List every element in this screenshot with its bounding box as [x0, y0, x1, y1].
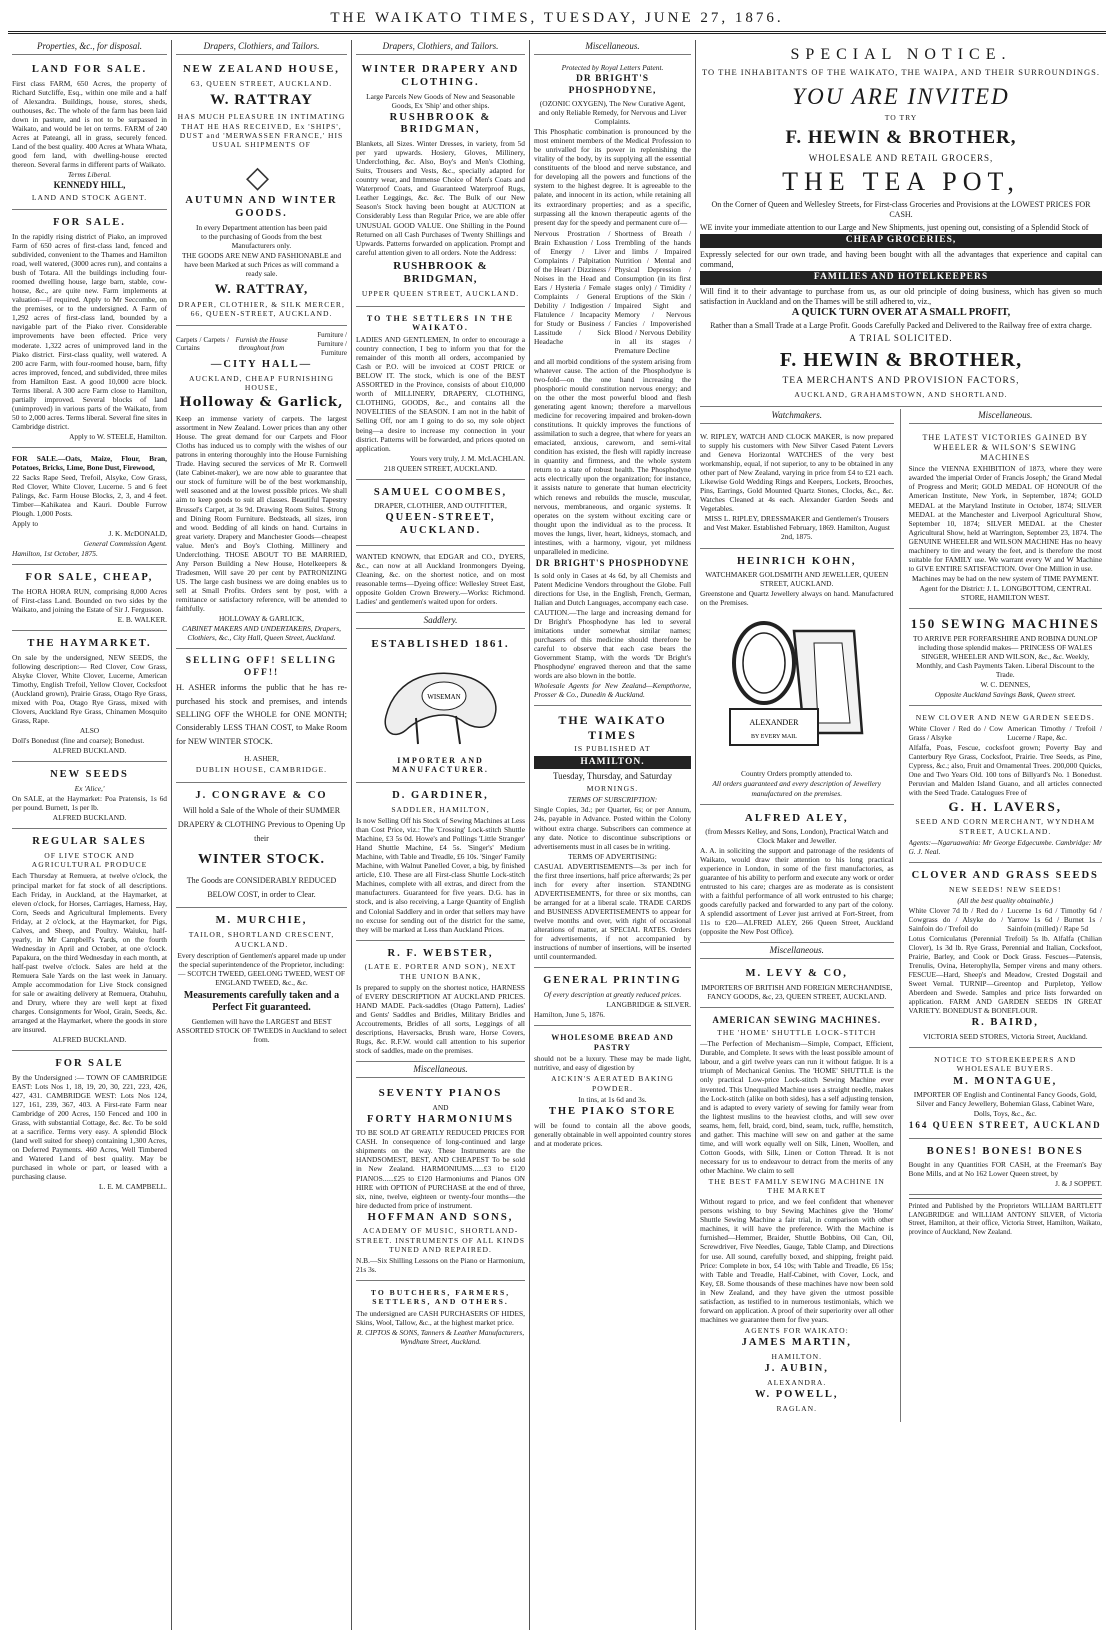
ad-body: Of every description at greatly reduced prices.	[543, 989, 682, 999]
ad-levy	[700, 963, 894, 1008]
ad-body: will be found to contain all the above goods, generally obtainable in well appointed country stores and at moderate prices.	[534, 1120, 691, 1148]
ad-firm: HOFFMAN AND SONS,	[367, 1211, 514, 1223]
svg-text:WISEMAN: WISEMAN	[426, 692, 461, 701]
ad-firm: Holloway & Garlick,	[179, 395, 344, 411]
ad-trial: A TRIAL SOLICITED.	[849, 332, 953, 343]
section-heading: Drapers, Clothiers, and Tailors.	[356, 41, 525, 55]
ad-and: AND	[432, 1102, 449, 1112]
ad-heading: DR BRIGHT'S PHOSPHODYNE	[535, 557, 690, 568]
ad-signature-sub: Opposite Auckland Savings Bank, Queen street.	[934, 689, 1076, 699]
ad-heading: FOR SALE	[55, 1058, 124, 1070]
ad-protected: Protected by Royal Letters Patent.	[561, 62, 664, 72]
ad-150-sewing	[909, 611, 1103, 706]
ad-subheading: SEED AND CORN MERCHANT, WYNDHAM STREET, AUCKLAND.	[915, 817, 1096, 836]
ad-phosphodyne	[534, 59, 691, 706]
ad-terms-heading: TERMS OF ADVERTISING:	[568, 851, 657, 861]
ad-subheading: THE BEST FAMILY SEWING MACHINE IN THE MARKET	[708, 1176, 885, 1196]
ad-body: By the Undersigned :— TOWN OF CAMBRIDGE EAST: Lots Nos 1, 18, 19, 20, 30, 221, 223, 426, 427, 431. CAMBRIDGE WEST: Lots Nos 124, 127, 161, 239, 367, 403. A First-rate Farm near Cambridge of 200 Acres, 150 Fenced and 100 in Grass, with substantial Cottage, &c. &c. To be sold at a sacrifice. Terms very easy. A splendid Block (land well suited for sheep) containing 1,300 Acres, on Deferred Payments. 460 Acres, Well Timbered and Watered Land of best quality. May be purchased in whole or part, or leased with a purchasing clause.	[12, 1072, 167, 1182]
ad-regular-sales	[12, 831, 167, 1051]
ad-land-for-sale	[12, 59, 167, 210]
ad-body: TO BE SOLD AT GREATLY REDUCED PRICES FOR CASH. In consequence of long-continued and large shipments on the way. These Instruments are the HANDSOMEST, BEST, AND CHEAPEST To be sold in New Zealand. HARMONIUMS......£3 to £120 PIANOS......£25 to £120 Harmoniums and Pianos ON HIRE with OPTION of PURCHASE at the end of three, six, nine, twelve, eighteen or twenty-four months—the hire deducted from price of instrument.	[356, 1128, 525, 1210]
ad-signature: ALFRED BUCKLAND.	[52, 813, 127, 823]
ad-body: DRAPER, CLOTHIER, AND OUTFITTER,	[374, 501, 507, 511]
ad-rushbrook	[356, 59, 525, 307]
ad-body: Without regard to price, and we feel confident that whenever persons wishing to buy Sewing Machines give the 'Home' Shuttle Sewing Machine a fair trial, in comparison with other machines, it will have the preference. With the Machine is furnished—Hemmer, Braider, Shuttle Bobbins, Oil Can, Oil, Screwdriver, Five Needles, Gauge, Table Clamp, and Directions for use. All sound, carefully boxed, and shipping, freight paid. Price: Complete in box, £4 10s; with Table and Treadle, £6 15s; with Table and Treadle, Half-Cabinet, with Cover, Lock, and Key, £8. Some thousands of these machines have now been sold in New Zealand, and they have given the utmost possible satisfaction, as testified to in numerous testimonials, which we forward on application. A proof of their superiority over all other machines we guarantee them for five years.	[700, 1197, 894, 1324]
ad-caution: CAUTION.—The large and increasing demand for Dr Bright's Phosphodyne has led to several imitations under somewhat similar names; purchasers of this medicine should therefore be careful to observe that each case bears the Government Stamp, with the words 'Dr Bright's Phosphodyne' engraved thereon and that the same words are also blown in the bottle.	[534, 607, 691, 681]
ad-body: Rather than a Small Trade at a Large Profit. Goods Carefully Packed and Delivered to the Railway free of extra charge.	[710, 321, 1092, 331]
ad-signature: MISS L. RIPLEY, DRESSMAKER and Gentlemen's Trousers and Vest Maker. Established February, 1869. Hamilton, August 2nd, 1875.	[703, 514, 890, 542]
ad-signature: RUSHBROOK & BRIDGMAN,	[393, 259, 488, 286]
ad-body: This Phosphatic combination is pronounced by the most eminent members of the Medical Profession to be unrivalled for its power in replenishing the vitality of the body, by its supplying all the essential constituents of the blood and nerve substance, and for developing all the powers and functions of the system to the highest degree. It is agreeable to the palate, and innocent in its action, while retaining all its extraordinary properties; and as a specific, surpassing all the known therapeutic agents of the present day for the speedy and permanent cure of—	[534, 127, 691, 227]
ad-subheading: NEW SEEDS! NEW SEEDS!	[949, 884, 1062, 894]
ad-body: WE invite your immediate attention to our Large and New Shipments, just opening out, consisting of a Splendid Stock of	[700, 222, 1089, 232]
ad-firm: R. BAIRD,	[971, 1017, 1039, 1029]
ad-note: N.B.—Six Shilling Lessons on the Piano or Harmonium, 21s 3s.	[356, 1256, 525, 1275]
section-heading: Watchmakers.	[700, 410, 894, 424]
ad-body: IMPORTERS OF BRITISH AND FOREIGN MERCHANDISE, FANCY GOODS, &c, 23, QUEEN STREET, AUCKLAND.	[701, 983, 893, 1002]
column-2	[172, 40, 352, 1630]
ad-wanted-known	[356, 548, 525, 613]
ad-body: THE GOODS ARE NEW AND FASHIONABLE and have been Marked at such Prices as will command a ready sale.	[181, 251, 342, 279]
ad-agent: Agent for the District: J. L. LONGBOTTOM, CENTRAL STORE, HAMILTON WEST.	[919, 583, 1091, 602]
ad-signature-sub: General Commission Agent.	[83, 539, 167, 549]
ad-signature-sub: UPPER QUEEN STREET, AUCKLAND.	[361, 289, 520, 299]
ad-body: First class FARM, 650 Acres, the property of Richard Sutcliffe, Esq., within one mile and a half of Alexandra. Buildings, house, stores, sheds, outhouses, &c. The whole of the farm has been laid down in pasture, and is not to be surpassed in Waikato, and would be let on terms. FARM of 240 Acres at Pateangi, all in grass, securely fenced. Land of the best quality. 400 Acres at Whata Whata, good fern land, with dwelling-house erected thereon. Several farms in different parts of Waikato.	[12, 78, 167, 170]
ad-for-sale-piako	[12, 212, 167, 448]
ailments-list-left: Nervous Prostration / Brain Exhaustion / Loss of Energy / Liver Complaints / Palpitation of the Heart / Dizziness / Noises in the Head and Ears / Hysteria / Female Complaints / General Debility / Indigestion / Flatulence / Incapacity for Study or Business / Lassitude / Sick Headache	[534, 228, 611, 346]
ad-firm: F. HEWIN & BROTHER,	[785, 127, 1017, 149]
ad-signature: E. B. WALKER.	[117, 615, 167, 625]
ad-heading: THE WAIKATO TIMES	[558, 713, 667, 742]
svg-text:ALEXANDER: ALEXANDER	[749, 718, 799, 728]
ad-heading: FOR SALE, CHEAP,	[25, 572, 154, 584]
ad-for-sale-cambridge	[12, 1053, 167, 1197]
ad-subheading: OF LIVE STOCK AND AGRICULTURAL PRODUCE	[31, 850, 148, 870]
ad-firm: M. MONTAGUE,	[953, 1075, 1058, 1087]
ad-body: Each Thursday at Remuera, at twelve o'clock, the principal market for fat stock of all descriptions. Each Friday, in Auckland, at the Haymarket, at eleven o'clock, for Horses, Carriages, Harness, Hay, Corn, Seeds and Agricultural Implements. Every Friday, at 2 o'clock, at the Haymarket, for Pigs, Calves, and Sheep, and Poultry. Waiuku, half-yearly, in Mr Campbell's Yards, on the fourth Wednesday in April and October, at one o'clock. Papakura, on the third Wednesday in each month, at half-past twelve o'clock. Sales are held at the Remuera Sale Yards on the last week in January. Ample accommodation for Live Stock consigned for sale or awaiting delivery at Remuera, Otahuhu, and Drury, where they are well kept at fixed charges. Consignments for Wool, Grain, Seeds, &c. arranged at the Haymarket, where the goods in store are insured.	[12, 871, 167, 1034]
ad-heading: AMERICAN SEWING MACHINES.	[712, 1015, 882, 1026]
sub-column-right	[909, 409, 1103, 1422]
ad-heading: HEINRICH KOHN,	[736, 555, 857, 567]
ad-body: Greenstone and Quartz Jewellery always on hand. Manufactured on the Premises.	[700, 589, 894, 608]
ad-subheading: WHOLESALE AND RETAIL GROCERS,	[808, 153, 994, 164]
ad-body: On SALE, at the Haymarket: Poa Pratensis, 1s 6d per pound. Burnett, 1s per lb.	[12, 794, 167, 813]
ad-body: and all morbid conditions of the system arising from whatever cause. The action of the Phosphodyne is two-fold—on the one hand increasing the phosphoric mould constitution nervous energy; and on the other the most powerful blood and flesh generating agent known; therefore a marvellous medicine for recovering impaired and broken-down constitutions. It quickly improves the functions of assimilation to such a degree, that where for years an emaciated, anxious, careworn, and semi-vital condition has existed, the flesh will rapidly increase in quantity and firmness, and the whole system return to a state of robust health. The Phosphodyne acts electrically upon the organization; for instance, it assists nature to generate that human electricity which renews and rebuilds the muscle, muscular, nervous, membraneous, and organic systems. It operates on the system without exciting care or thought upon the individual as to the process. It moves the lungs, liver, heart, kidneys, stomach, and intestines, with a harmony, vigour, yet mildness unparalleled in medicine.	[534, 357, 691, 556]
ad-subheading: AUCKLAND, CHEAP FURNISHING HOUSE,	[189, 373, 334, 393]
sub-column-left	[700, 409, 901, 1422]
seed-list-right: American Timothy / Trefoil / Lucerne / Rape, &c.	[1007, 724, 1102, 743]
ad-subheading: (OZONIC OXYGEN), The New Curative Agent, and only Reliable Remedy, for Nervous and Liver Complaints.	[538, 99, 687, 127]
ad-signature: L. E. M. CAMPBELL.	[99, 1182, 167, 1192]
ad-signature-sub: LAND AND STOCK AGENT.	[31, 193, 148, 203]
ad-selling-off	[176, 651, 347, 783]
ad-heading: GENERAL PRINTING	[543, 974, 682, 986]
ad-heading: NOTICE TO STOREKEEPERS AND WHOLESALE BUYERS.	[934, 1055, 1077, 1074]
ad-body: Will find it to their advantage to purchase from us, as our old principle of doing business, which has given so much satisfaction in Auckland and on the Thames will be still adhered to, viz.,	[700, 286, 1102, 306]
ad-body: W. RIPLEY, WATCH AND CLOCK MAKER, is now prepared to supply his customers with New Silver Cased Patent Levers and Geneva Horizontal WATCHES of the very best workmanship, equal, if not superior, to any to be obtained in any other part of New Zealand, varying in price from £4 to £21 each. Likewise Gold Wedding Rings and Keepers, Lockets, Brooches, Pins, Earrings, Gold Mounted Quartz Stones, Clocks, &c., &c. Watches Cleaned at 4s each. Alexander Garden Seeds and Vegetables.	[700, 432, 894, 514]
ad-murchie	[176, 910, 347, 1050]
ad-clover-grass	[909, 865, 1103, 1048]
ad-heading: WINTER DRAPERY AND CLOTHING.	[361, 63, 520, 88]
ad-body: On sale by the undersigned, NEW SEEDS, the following description:— Red Clover, Cow Grass, Alsyke Clover, White Clover, Lucerne, American Timothy, English Trefoil, Yellow Clover, Cocksfoot (Auckland grown), Prairie Grass, Otago Rye Grass, mixed with Poa, Otago Rye Grass, mixed with Clovers, Auckland Rye Grass, Chinamen Mosquito Grass, Rape.	[12, 652, 167, 726]
ad-heading: NEW CLOVER AND NEW GARDEN SEEDS.	[915, 712, 1095, 722]
ad-body: —The Perfection of Mechanism—Simple, Compact, Efficient, Durable, and Complete. It sews with the least possible amount of labour, and a girl twelve years can run it without fatigue. It is a triumph of Mechanical Genius. The 'HOME' SHUTTLE is the only practical Low-price Lock-stitch Sewing Machine ever invented. This Unequalled Machine uses a straight needle, makes the Lock-stitch (alike on both sides), has a self adjusting tension, and is adapted to every variety of sewing for family wear from the lightest muslins to the heaviest cloths, and will sew over seams, hem, fell, braid, cord, bind, seam, tuck, ruffle, hemstitch, and gather. This machine will sew on and gather at the same time, and will work equally well on Silk, Linen, Woollen, and Cotton Goods, with Silk, Linen or Cotton Thread. It is not necessary for us to endeavour to detract from the merits of any other Machine. We claim to sell	[700, 1039, 894, 1175]
ad-body: 22 Sacks Rape Seed, Trefoil, Alsyke, Cow Grass, Red Clover, White Clover, Lucerne. 5 and 6 feet Palings, &c. Farm House Blocks, 2, 3, and 4 feet. Timber—Kahikatea and Kauri. Double Furrow Plough. 1,000 Posts.	[12, 472, 167, 519]
ad-body: In the rapidly rising district of Piako, an improved Farm of 650 acres of first-class land, fenced and subdivided, convenient to the Thames and Hamilton road, well watered, (3000 acres run), and contains a bush of Totara. All the buildings including four-roomed dwelling house, large barn, stable, cow-house, &c., are quite new. Farm implements at valuation—if required. Apply to Mr Seccombe, on the premises, or to the undersigned. A Farm of 1,292 acres of first-class land, bounded by a navigable part of the Piako river. Considerable improvements have been effected. Price very moderate. 1,322 acres of unimproved land in the Piako district. First-class quality, well watered. A 200 acre Farm, with four-roomed house, barn, fifty acres improved, fenced, and subdivided, three miles from Hamilton East. A good 10,000 acre block. Terms liberal. A 300 acre Farm close to Hamilton, partially improved. Several blocks of land (unimproved) in various parts of the Waikato, from 50 to 2,000 acres. Terms liberal. Several fine sites in Cambridge district.	[12, 232, 167, 431]
ad-signature: Apply to W. STEELE, Hamilton.	[69, 431, 167, 441]
furniture-list: Furniture / Furniture / Furniture	[317, 331, 347, 357]
ad-subheading: TO THE INHABITANTS OF THE WAIKATO, THE WAIPA, AND THEIR SURROUNDINGS.	[701, 66, 1101, 77]
ad-agents: Wholesale Agents for New Zealand—Kempthorne, Prosser & Co., Dunedin & Auckland.	[534, 681, 691, 700]
ad-heading: ALFRED ALEY,	[744, 811, 849, 824]
ad-also: ALSO	[79, 726, 100, 736]
ad-heading: SELLING OFF! SELLING OFF!!	[185, 655, 338, 678]
ad-heading: THE LATEST VICTORIES GAINED BY WHEELER & WILSON'S SEWING MACHINES	[922, 433, 1089, 462]
ad-address: 164 QUEEN STREET, AUCKLAND	[908, 1119, 1102, 1130]
agent-name: J. AUBIN,	[764, 1363, 829, 1375]
ad-subheading: SADDLER, HAMILTON,	[391, 804, 490, 814]
ad-subheading: THE 'HOME' SHUTTLE LOCK-STITCH	[717, 1028, 877, 1038]
ad-body: The HORA HORA RUN, comprising 8,000 Acres of First-class Land. Bounded on two sides by the Waikato, and joining the Estate of Sir J. Fergusson.	[12, 586, 167, 615]
ad-heading: D. GARDINER,	[392, 790, 489, 802]
ad-butchers	[356, 1283, 525, 1352]
ad-product: AICKIN'S AERATED BAKING POWDER.	[551, 1074, 674, 1093]
column-1	[8, 40, 172, 1630]
ad-heading: TO BUTCHERS, FARMERS, SETTLERS, AND OTHERS.	[370, 1288, 511, 1307]
ad-body: HAS MUCH PLEASURE IN INTIMATING THAT HE HAS RECEIVED, Ex 'SHIPS', DUST and 'MERWASSEN FRANCE,' HIS USUAL SHIPMENTS OF	[177, 112, 346, 150]
ad-note: (All the best quality obtainable.)	[957, 895, 1054, 905]
ad-subheading: ACADEMY OF MUSIC, SHORTLAND-STREET. INSTRUMENTS OF ALL KINDS TUNED AND REPAIRED.	[356, 1226, 525, 1254]
ad-subheading: AUTUMN AND WINTER GOODS.	[185, 195, 338, 220]
column-4	[530, 40, 696, 1630]
ad-body: The Goods are CONSIDERABLY REDUCED BELOW COST, in order to Clear.	[186, 876, 337, 899]
ad-time-payment: Machines may be had on the new system of TIME PAYMENT.	[911, 573, 1099, 583]
saddle-illustration	[376, 658, 506, 750]
ad-body: Will hold a Sale of the Whole of their SUMMER DRAPERY & CLOTHING Previous to Opening Up their	[177, 806, 346, 843]
ad-body: H. ASHER informs the public that he has re-purchased his stock and premises, and intends SELLING OFF the WHOLE for ONE MONTH; Considerably LESS THAN COST, to Make Room for NEW WINTER STOCK.	[176, 683, 347, 746]
ad-subheading: WATCHMAKER GOLDSMITH AND JEWELLER, QUEEN STREET, AUCKLAND.	[705, 570, 889, 589]
ad-pianos	[356, 1082, 525, 1281]
ad-ripley	[700, 428, 894, 548]
ad-gardiner	[356, 785, 525, 940]
ad-firm: W. RATTRAY,	[214, 281, 309, 297]
section-heading: Miscellaneous.	[700, 945, 894, 959]
ad-heading: TO THE SETTLERS IN THE WAIKATO.	[366, 313, 515, 333]
ad-bonedust: Doll's Bonedust (fine and coarse); Bonedust.	[12, 736, 145, 746]
ad-signature: H. ASHER,	[244, 754, 279, 764]
ad-heading: WHOLESOME BREAD AND PASTRY	[551, 1032, 674, 1052]
ad-all-orders: All orders guaranteed and every description of Jewellery manufactured on the premises.	[712, 779, 882, 798]
agent-town: HAMILTON.	[771, 1351, 823, 1361]
ad-body: Is sold only in Cases at 4s 6d, by all Chemists and Patent Medicine Vendors throughout the Globe. Full directions for Use, in the English, French, German, Italian and Dutch Languages, accompany each case.	[534, 570, 691, 607]
svg-text:BY EVERY MAIL: BY EVERY MAIL	[750, 734, 797, 741]
ad-subheading: Ex 'Alice,'	[74, 784, 105, 794]
ad-body: Bought in any Quantities FOR CASH, at the Freeman's Bay Bone Mills, and at No 162 Lower Queen street, by	[908, 1160, 1102, 1179]
jewellery-illustration	[722, 613, 872, 763]
ad-body: WANTED KNOWN, that EDGAR and CO., DYERS, &c., can now at all Auckland Ironmongers Dyeing, Cleaning, &c. on the shortest notice, and on most reasonable terms—Dyeing office: Wellesley Street East, opposite Golden Crown Brewery.—Works: Richmond. Ladies' and gentlemen's waited upon for orders.	[356, 552, 525, 607]
ad-body: A. A. in soliciting the support and patronage of the residents of Waikato, would draw their attention to his long practical experience in London, in some of the first manufactories, as guarantee of his ability to perform and execute any work or order entrusted to his care; charges are as moderate as is consistent with a faithful performance of all work entrusted to his charge; goods carefully packed and forwarded to any part of the colony. A splendid assortment of Lever just arrived at Fort-Street, from 11s to £20—ALFRED ALEY, 266 Queen Street, Auckland (opposite the New Post Office).	[700, 846, 894, 937]
ad-terms-heading: TERMS OF SUBSCRIPTION:	[567, 795, 658, 805]
ailments-list-right: Shortness of Breath / Trembling of the hands and limbs / Impaired Nutrition / Mental and Physical Depression / Consumption (in its first stages only) / Timidity / Eruptions of the Skin / Impaired Sight and Memory / Nervous Fancies / Impoverished Blood / Nervous Debility in all its stages / Premature Decline	[614, 228, 691, 355]
section-heading: Properties, &c., for disposal.	[12, 41, 167, 55]
section-heading: Miscellaneous.	[356, 1064, 525, 1078]
ad-firm: G. H. LAVERS,	[948, 799, 1063, 815]
ad-firm: F. HEWIN & BROTHER,	[779, 348, 1023, 371]
section-heading: Drapers, Clothiers, and Tailors.	[176, 41, 347, 55]
ad-signature: KENNEDY HILL,	[53, 180, 126, 191]
ad-subheading: (from Messrs Kelley, and Sons, London), Practical Watch and Clock Maker and Jeweller.	[705, 826, 889, 845]
ad-signature: LANGBRIDGE & SILVER.	[606, 999, 691, 1009]
ad-signature: J. K. McDONALD,	[108, 529, 167, 539]
ad-oats-maize	[12, 450, 167, 565]
hamilton-banner: HAMILTON.	[534, 756, 691, 770]
ad-mornings: MORNINGS.	[586, 784, 639, 794]
ad-subheading: VICTORIA SEED STORES, Victoria Street, Auckland.	[922, 1032, 1088, 1042]
ad-body: Expressly selected for our own trade, and having been bought with all the advantages that experience and capital can command,	[700, 249, 1102, 269]
ad-heading: SEVENTY PIANOS	[378, 1087, 503, 1100]
ad-heading: THE HAYMARKET.	[27, 638, 152, 650]
ad-body: Lotus Corniculatus (Perennial Trefoil) 5s lb. Alfalfa (Chilian Clover), 1s 3d lb. Rye Grass, Perennial and Italian, Cocksfoot, Prairie, Barley, and Cook or Dock Grass. Fescues—Patensis, Trenulis, Ovina, Heterophylla, Semper virens and many others. FESCUE—Hard, Sheep's and Meadow, Crested Dogstail and Sweet Vernal. TURNIP—Greentop and Purpletop, Yellow Aberdeen and Swede. Samples and price lists forwarded on application. FARM AND GARDEN SEEDS IN GREAT VARIETY. BONEDUST & BONEFLOUR.	[908, 934, 1102, 1016]
seed-price-right: Lucerne 1s 6d / Timothy 6d / Yarrow 1s 6d / Burnet 1s / Sainfoin (milled) / Rape 5d	[1007, 905, 1102, 933]
ad-agents: Agents:—Ngaruawahia: Mr George Edgecumbe. Cambridge: Mr G. J. Neal.	[908, 837, 1102, 856]
ad-webster	[356, 943, 525, 1063]
ad-body: TO ARRIVE PER FORFARSHIRE AND ROBINA DUNLOP including those splendid makes— PRINCESS OF WALES SINGER, WHEELER AND WILSON, &c., &c. Weekly, Monthly, and Cash Payments Taken. Liberal Discount to the Trade.	[912, 633, 1098, 679]
ad-heading: LAND FOR SALE.	[31, 63, 148, 75]
ad-signature: R. CIPTOS & SONS, Tanners & Leather Manufacturers, Wyndham Street, Auckland.	[356, 1327, 525, 1346]
ad-aley	[700, 807, 894, 944]
ad-congrave	[176, 785, 347, 909]
agent-town: ALEXANDRA.	[767, 1377, 827, 1387]
ad-terms: Terms Liberal.	[67, 170, 112, 180]
ad-address: QUEEN-STREET, AUCKLAND.	[385, 512, 496, 537]
ad-heading: NEW SEEDS	[50, 769, 129, 781]
seed-list-left: White Clover / Red do / Cow Grass / Alsyke	[908, 724, 1004, 743]
ad-signature: Yours very truly, J. M. McLACHLAN.	[409, 453, 525, 463]
ad-apply: Apply to	[12, 519, 39, 529]
ad-price: In tins, at 1s 6d and 3s.	[578, 1094, 647, 1104]
imprint: Printed and Published by the Proprietors WILLIAM BARTLETT LANGBRIDGE and WILLIAM ANTONY SILVER, of Victoria Street, Hamilton, at their office, Victoria Street, Hamilton, Waikato, province of Auckland, New Zealand.	[908, 1202, 1102, 1236]
agent-name: JAMES MARTIN,	[741, 1337, 852, 1349]
carpets-list: Carpets / Carpets / Curtains	[176, 335, 229, 353]
families-banner: FAMILIES AND HOTELKEEPERS	[700, 271, 1102, 285]
masthead: THE WAIKATO TIMES, TUESDAY, JUNE 27, 1876.	[8, 6, 1106, 34]
ad-general-printing	[534, 970, 691, 1026]
ad-heading: M. LEVY & CO,	[745, 968, 848, 980]
ad-notice-storekeepers	[909, 1050, 1103, 1138]
ad-signature-sub: DUBLIN HOUSE, CAMBRIDGE.	[195, 765, 328, 775]
ad-heading: —CITY HALL—	[210, 359, 313, 371]
ad-heading: DR BRIGHT'S PHOSPHODYNE,	[568, 74, 657, 96]
ad-heading: ESTABLISHED 1861.	[371, 638, 510, 651]
ad-body: Is prepared to supply on the shortest notice, HARNESS of EVERY DESCRIPTION AT AUCKLAND PRICES. HAND MADE. Pack-saddles (Otago Pattern), Ladies' and Gents' Saddles and Bridles, Military Bridles and Accoutrements, Bridles of all sorts, Leggings of all descriptions, Haversacks, Brush ware, Horse Covers, Rugs, &c. R.F.W. would call attention to his superior stock of saddles, made on the premises.	[356, 982, 525, 1056]
ad-body: The undersigned are CASH PURCHASERS OF HIDES, Skins, Wool, Tallow, &c., at the highest market price.	[356, 1308, 525, 1327]
ad-body: Single Copies, 3d.; per Quarter, 6s; or per Annum, 24s, payable in Advance. Posted within the Colony without extra charge. Subscribers can commence at any date. Notice to discontinue subscriptions or advertisements must in all cases be in writing.	[534, 805, 691, 851]
ad-signature-sub: DRAPER, CLOTHIER, & SILK MERCER, 66, QUEEN-STREET, AUCKLAND.	[178, 299, 345, 319]
ad-subheading: Large Parcels New Goods of New and Seasonable Goods, Ex 'Ship' and other ships.	[366, 91, 515, 110]
ad-heading: J. CONGRAVE & CO	[195, 789, 328, 801]
ad-subheading: TAILOR, SHORTLAND CRESCENT, AUCKLAND.	[188, 930, 335, 949]
ad-subheading: IMPORTER AND MANUFACTURER.	[392, 755, 489, 775]
ad-heading: R. F. WEBSTER,	[387, 947, 494, 959]
ad-winter-stock: WINTER STOCK.	[197, 852, 326, 868]
section-heading: Saddlery.	[356, 615, 525, 629]
ad-body: Every description of Gentlemen's apparel made up under the special superintendence of the Proprietor, including:— SCOTCH TWEED, GEELONG TWEED, WEST OF ENGLAND TWEED, &c., &c.	[177, 950, 346, 987]
ad-for-sale-cheap	[12, 567, 167, 631]
carpets-middle: Furnish the House throughout from	[235, 335, 288, 353]
ad-body: Keep an immense variety of carpets. The largest assortment in New Zealand. Lower prices than any other House. The great demand for our Carpets and Floor Cloths has induced us to comply with the wishes of our patrons in entering thoroughly into the House Furnishing Trade. Having secured the services of Mr R. Cornwell (late Cabinet-maker), we are now able to guarantee that our stock of furniture will be of the best workmanship, well seasoned and at the lowest possible prices. We shall aim to keep goods to suit all classes. Beautiful Tapestry Brussel's Carpet, at 3s 9d. Drawing Room Suites. Strong and Dining Room Furniture. Bedsteads, all sizes, iron and wood. Bedding of all kinds on hand. Curtains in great variety. Drapery and Manchester Goods—cheapest value. Men's and Boy's Clothing. Millinery and Underclothing. THOSE ABOUT TO BE MARRIED, Any Person Building a New House, Hotelkeepers & Tradesmen, Will save 20 per cent by PATRONIZING US. The large cash business we are doing enables us to sell at Small Profits. Orders sent by post, with a remittance or satisfactory reference, will be attended to faithfully.	[176, 414, 347, 613]
ad-heading: CLOVER AND GRASS SEEDS	[911, 869, 1099, 881]
ad-new-clover	[909, 708, 1103, 863]
ad-heading: NEW ZEALAND HOUSE,	[183, 63, 340, 75]
ad-slogan: A QUICK TURN OVER AT A SMALL PROFIT,	[791, 307, 1011, 319]
ad-new-seeds	[12, 764, 167, 829]
ad-body: Alfalfa, Poas, Fescue, cocksfoot grown; Poverty Bay and Canterbury Rye Grass, Cocksfoot, Prairie. Tree Seeds, as Pine, Cypress, &c.; also, Fruit and Ornamental Trees. 200,000 Quicks, One and Two Years Old. 100 tons of Billyard's No. 1 Bonedust. Peruvian and Malden Island Guano, and all articles connected with the Seed Trade. Catalogues Free of	[908, 743, 1102, 798]
ad-days: Tuesday, Thursday, and Saturday	[552, 771, 673, 782]
ad-body: CASUAL ADVERTISEMENTS—3s per inch for the first three insertions, half price afterwards; 2s per inch for every after insertion. STANDING ADVERTISEMENTS, for three or six months, can be arranged for at a liberal scale. TRADE CARDS and BUSINESS ADVERTISEMENTS to appear for twelve months and over, with right of occasional alterations of matter, at SPECIAL RATES. Orders for advertisements, if not accompanied by instructions of number of insertions, will be inserted until countermanded.	[534, 861, 691, 961]
ad-heading: SPECIAL NOTICE.	[790, 46, 1012, 63]
ad-address: 63, QUEEN STREET, AUCKLAND.	[190, 78, 333, 88]
ad-heading: SAMUEL COOMBES,	[373, 486, 508, 498]
column-3	[352, 40, 530, 1630]
ad-firm: RUSHBROOK & BRIDGMAN,	[389, 111, 492, 136]
ad-signature: ALFRED BUCKLAND.	[52, 1035, 127, 1045]
ad-date: Hamilton, 1st October, 1875.	[12, 549, 98, 559]
ad-date: Hamilton, June 5, 1876.	[534, 1009, 606, 1019]
seed-price-left: White Clover 7d lb / Red do / Cowgrass do / Alsyke do / Sainfoin do / Trefoil do	[908, 905, 1004, 933]
ad-signature: ALFRED BUCKLAND.	[52, 746, 127, 756]
section-heading: Miscellaneous.	[909, 410, 1103, 424]
autumn-diamond-decoration: ◇	[245, 161, 278, 195]
ad-bread	[534, 1028, 691, 1154]
ad-signature: J. & J SOPPET.	[1055, 1179, 1102, 1189]
cheap-groceries-banner: CHEAP GROCERIES,	[700, 234, 1102, 248]
ad-body: Blankets, all Sizes. Winter Dresses, in variety, from 5d per yard upwards. Hosiery, Gloves, Millinery, Underclothing, &c. Also, Boy's and Men's Clothing, Suits, Trousers and Vests, &c., specially adapted for country wear, and Immense Choice of Men's Coats and Waterproof Coats, and Guaranteed Waterproof Rugs, Leather Leggings, &c. &c. The Bulk of our New Season's Stock having been bought at AUCTION at Considerably Less than Regular Price, we are able offer UNUSUAL GOOD VALUE. One Shilling in the Pound Returned on all Cash Purchases of Twenty Shillings and Upwards. Patterns forwarded on application. Prompt and careful attention given to all orders. Note the Address:	[356, 139, 525, 257]
tea-pot-banner: THE TEA POT,	[782, 167, 1020, 197]
ad-coombes	[356, 482, 525, 546]
ad-totry: TO TRY	[884, 112, 918, 122]
ad-body: In every Department attention has been paid to the purchasing of Goods from the best Manufacturers only.	[196, 222, 327, 250]
section-heading: Miscellaneous.	[534, 41, 691, 55]
ad-signature: HOLLOWAY & GARLICK,	[218, 613, 305, 623]
ad-heading: THE PIAKO STORE	[548, 1105, 677, 1117]
ad-heading: 150 SEWING MACHINES	[910, 615, 1100, 631]
ad-american-sewing	[700, 1010, 894, 1420]
ad-firm: W. RATTRAY	[210, 92, 313, 109]
ad-signature-sub: CABINET MAKERS AND UNDERTAKERS, Drapers, Clothiers, &c., City Hall, Queen Street, Auckland.	[182, 623, 341, 642]
ad-heading: REGULAR SALES	[32, 836, 147, 848]
ad-kohn	[700, 551, 894, 805]
ad-wheeler-wilson	[909, 428, 1103, 609]
ad-body: LADIES AND GENTLEMEN, In order to encourage a country connection, I beg to inform you that for the remainder of this month all orders, accompanied by Cash or P.O. will be invoiced at COST PRICE or BELOW IT. The stock, which is one of the BEST ASSORTED in the Province, consists of about £10,000 worth of MILLINERY, DRAPERY, CLOTHING, CLOTHING, GOODS, &c., and contains all the NOVELTIES of the SEASON. I am not in the habit of Selling Off, nor am I going to do so, my sole object being—a desire to increase my connection in your district. Patterns will be forwarded, and prices quoted on application.	[356, 335, 525, 453]
ad-heading: M. MURCHIE,	[215, 915, 308, 927]
ad-country-orders: Country Orders promptly attended to.	[741, 769, 853, 779]
ad-body: Gentlemen will have the LARGEST and BEST ASSORTED STOCK OF TWEEDS in Auckland to select from.	[176, 1017, 347, 1045]
ad-signature: W. C. DENNES,	[980, 679, 1031, 689]
ad-bones	[909, 1141, 1103, 1196]
ad-body: should not be a luxury. These may be made light, nutritive, and easy of digestion by	[534, 1054, 691, 1073]
ad-heading: BONES! BONES! BONES	[926, 1145, 1084, 1157]
ad-subheading: TEA MERCHANTS AND PROVISION FACTORS,	[782, 376, 1020, 387]
ad-agents: AGENTS FOR WAIKATO:	[744, 1325, 849, 1335]
invite-banner: YOU ARE INVITED	[792, 83, 1010, 109]
ad-heading: FOR SALE.	[53, 217, 126, 229]
ad-new-zealand-house	[176, 59, 347, 326]
ad-body: On the Corner of Queen and Wellesley Streets, for First-class Groceries and Provisions at the LOWEST PRICES FOR CASH.	[711, 200, 1091, 219]
ad-haymarket	[12, 633, 167, 762]
ad-body: Is now Selling Off his Stock of Sewing Machines at Less than Cost Price, viz.: The 'Crossing' Lock-stitch Shuttle Machine, £3 5s 0d. Howe's and Pollings 'Little Stranger' Hand Shuttle Machine, £4 5s. 'Singer's' Medium Machine, with Table and Treadle, £6 10s. 'Singer' Family Machine, with Walnut Panelled Cover, a big, by finished article, £10. These are all First-class Shuttle Lock-stitch Machines, complete with all extras, and direct from the manufacturers. Guaranteed for five years. D.G. has in stock, and is also receiving, a Large Quantity of English and Colonial Saddlery and in order that sellers may have no excuse for sending out of the district for the same, they will be marked at Less than Auckland Prices.	[356, 816, 526, 934]
ad-heading: FORTY HARMONIUMS	[366, 1113, 515, 1125]
agent-town: RAGLAN.	[776, 1403, 818, 1413]
ad-established	[356, 633, 525, 783]
ad-address: AUCKLAND, GRAHAMSTOWN, AND SHORTLAND.	[794, 389, 1008, 399]
ad-city-hall	[176, 328, 347, 649]
ad-waikato-times	[534, 708, 691, 968]
ad-body: IMPORTER OF English and Continental Fancy Goods, Gold, Silver and Fancy Jewellery, Bohemian Glass, Cabinet Ware, Dolls, Toys, &c., &c.	[913, 1090, 1097, 1118]
agent-name: W. POWELL,	[754, 1389, 839, 1401]
ad-settlers	[356, 309, 525, 480]
ad-heading: FOR SALE.—Oats, Maize, Flour, Bran, Potatoes, Bricks, Lime, Bone Dust, Firewood,	[12, 453, 167, 472]
ad-body: Since the VIENNA EXHIBITION of 1873, where they were awarded 'the imperial Order of Francis Joseph,' the Grand Medal of Progress and Merit; GOLD MEDAL OF HONOUR Of the American Institute, New York, in September, 1874; GOLD MEDAL at the Maryland Institute in October, 1874; SILVER MEDAL at the Manchester and Liverpool Agricultural Show, September 10, 1874; SILVER MEDAL at the Chester Agricultural Show, held at Warrington, September 23, 1874. The GENUINE WHEELER and WILSON MACHINE Has no heavy machinery to tire and weary the feet, and is therefore the most suitable for FAMILY use. We warrant every W and W Machine to GIVE ENTIRE SATISFACTION. Over One Million in use.	[908, 464, 1102, 573]
ad-subheading: IS PUBLISHED AT	[574, 744, 651, 754]
ad-special-notice	[700, 40, 1102, 407]
column-5	[696, 40, 1106, 1630]
ad-address: 218 QUEEN STREET, AUCKLAND.	[384, 463, 497, 473]
ad-subheading: (LATE E. PORTER AND SON), NEXT THE UNION BANK,	[364, 962, 517, 981]
ad-measure: Measurements carefully taken and a Perfect Fit guaranteed.	[183, 989, 340, 1014]
